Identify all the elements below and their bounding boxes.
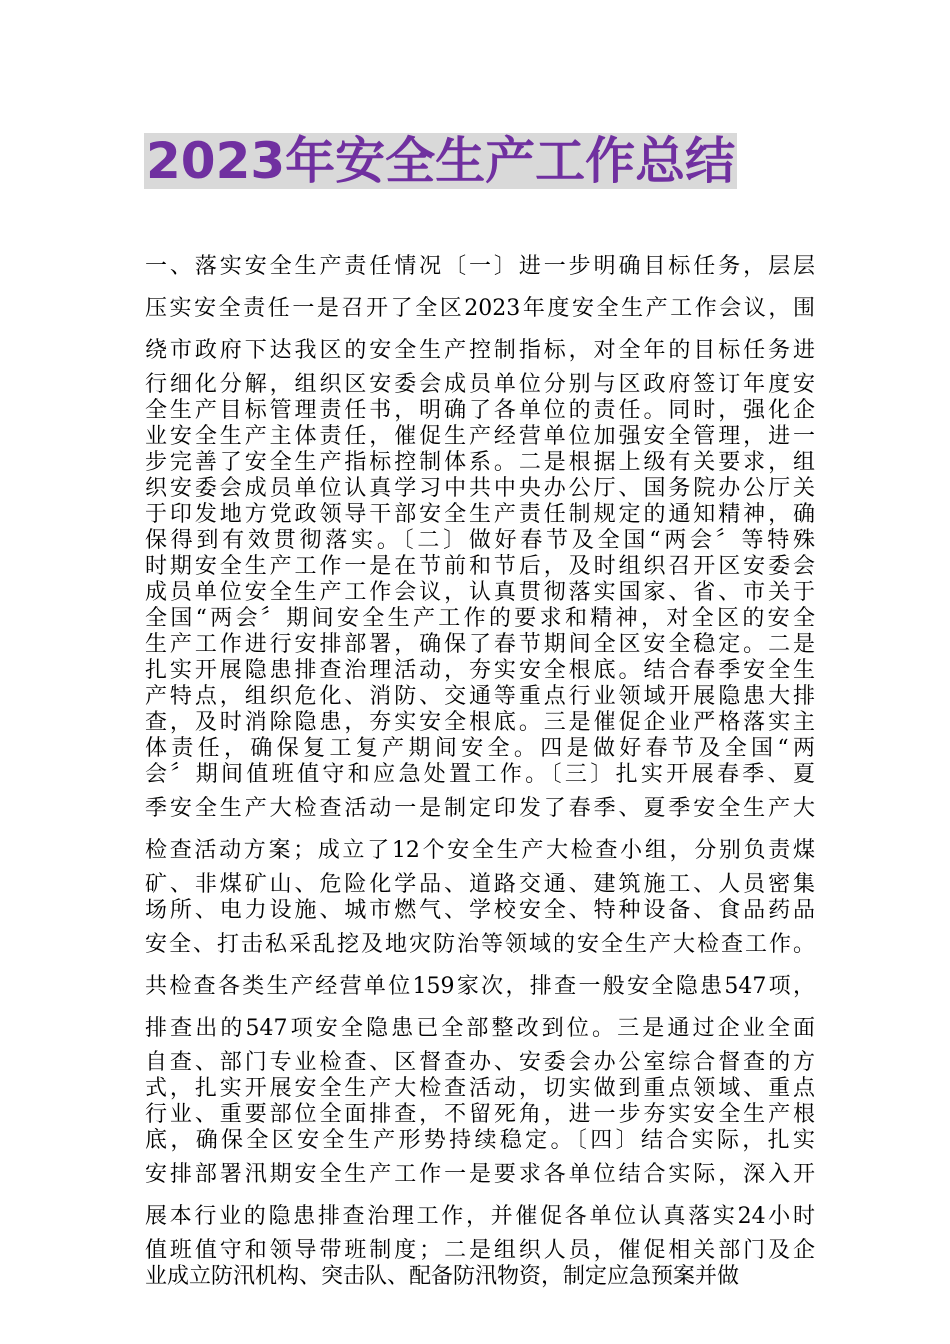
- body-line: 安排部署汛期安全生产工作一是要求各单位结合实际，深入开: [145, 1162, 815, 1187]
- body-line: 体责任，确保复工复产期间安全。四是做好春节及全国“两: [145, 736, 815, 761]
- body-line: 检查活动方案；成立了12个安全生产大检查小组，分别负责煤: [145, 838, 815, 863]
- body-line: 会〞期间值班值守和应急处置工作。〔三〕扎实开展春季、夏: [145, 762, 815, 787]
- body-line: 矿、非煤矿山、危险化学品、道路交通、建筑施工、人员密集: [145, 872, 815, 897]
- body-line: 自查、部门专业检查、区督查办、安委会办公室综合督查的方: [145, 1050, 815, 1075]
- body-line: 式，扎实开展安全生产大检查活动，切实做到重点领域、重点: [145, 1076, 815, 1101]
- body-line: 全生产目标管理责任书，明确了各单位的责任。同时，强化企: [145, 398, 815, 423]
- body-line: 行业、重要部位全面排查，不留死角，进一步夯实安全生产根: [145, 1102, 815, 1127]
- body-line: 压实安全责任一是召开了全区2023年度安全生产工作会议，围: [145, 296, 815, 321]
- body-line: 全国“两会〞期间安全生产工作的要求和精神，对全区的安全: [145, 606, 815, 631]
- document-title: 2023年安全生产工作总结: [146, 132, 736, 190]
- document-body: [145, 246, 815, 1290]
- body-line: 业安全生产主体责任，催促生产经营单位加强安全管理，进一: [145, 424, 815, 449]
- body-line: 织安委会成员单位认真学习中共中央办公厅、国务院办公厅关: [145, 476, 815, 501]
- body-line: 保得到有效贯彻落实。〔二〕做好春节及全国“两会〞等特殊: [145, 528, 815, 553]
- body-line: 成员单位安全生产工作会议，认真贯彻落实国家、省、市关于: [145, 580, 815, 605]
- body-line: 步完善了安全生产指标控制体系。二是根据上级有关要求，组: [145, 450, 815, 475]
- body-line: 一、落实安全生产责任情况〔一〕进一步明确目标任务，层层: [145, 254, 815, 279]
- body-line: 季安全生产大检查活动一是制定印发了春季、夏季安全生产大: [145, 796, 815, 821]
- body-line: 于印发地方党政领导干部安全生产责任制规定的通知精神，确: [145, 502, 815, 527]
- body-line: 排查出的547项安全隐患已全部整改到位。三是通过企业全面: [145, 1016, 815, 1041]
- body-line: 行细化分解，组织区安委会成员单位分别与区政府签订年度安: [145, 372, 815, 397]
- body-line: 底，确保全区安全生产形势持续稳定。〔四〕结合实际，扎实: [145, 1128, 815, 1153]
- body-line: 扎实开展隐患排查治理活动，夯实安全根底。结合春季安全生: [145, 658, 815, 683]
- body-line: 查，及时消除隐患，夯实安全根底。三是催促企业严格落实主: [145, 710, 815, 735]
- body-line: 展本行业的隐患排查治理工作，并催促各单位认真落实24小时: [145, 1204, 815, 1229]
- body-line: 生产工作进行安排部署，确保了春节期间全区安全稳定。二是: [145, 632, 815, 657]
- body-line: 时期安全生产工作一是在节前和节后，及时组织召开区安委会: [145, 554, 815, 579]
- body-line: 产特点，组织危化、消防、交通等重点行业领域开展隐患大排: [145, 684, 815, 709]
- body-line: 安全、打击私采乱挖及地灾防治等领域的安全生产大检查工作。: [145, 932, 815, 957]
- body-line: 值班值守和领导带班制度；二是组织人员，催促相关部门及企: [145, 1238, 815, 1263]
- body-line: 共检查各类生产经营单位159家次，排查一般安全隐患547项，: [145, 974, 815, 999]
- body-line: 场所、电力设施、城市燃气、学校安全、特种设备、食品药品: [145, 898, 815, 923]
- body-line: 业成立防汛机构、突击队、配备防汛物资，制定应急预案并做: [145, 1264, 740, 1289]
- body-line: 绕市政府下达我区的安全生产控制指标，对全年的目标任务进: [145, 338, 815, 363]
